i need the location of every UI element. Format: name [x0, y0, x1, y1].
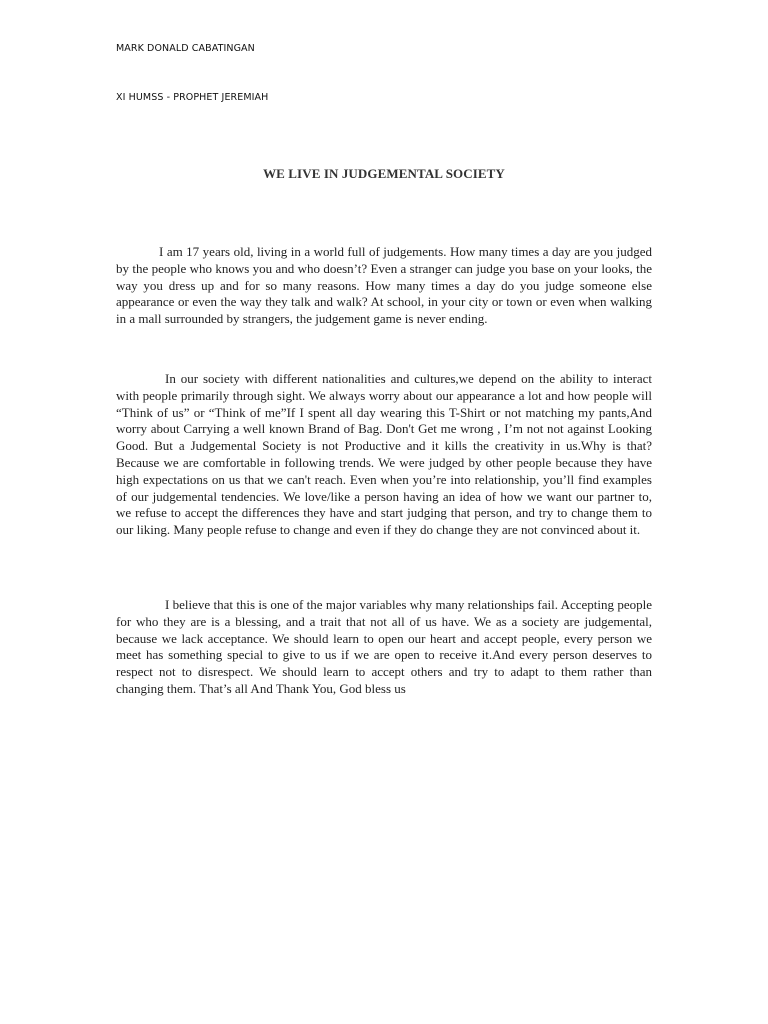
- essay-paragraph-3: I believe that this is one of the major variables why many relationships fail. Accepting people for who they are is a blessing, and a trait that not all of us have. We as a society are judgemental, because we lack acceptance. We should learn to open our heart and accept people, every person we meet has something special to give to us if we are open to receive it.And every person deserves to respect not to disrespect. We should learn to accept others and try to adapt to them rather than changing them. That’s all And Thank You, God bless us: [116, 597, 652, 696]
- author-name: MARK DONALD CABATINGAN: [116, 43, 255, 54]
- class-section: XI HUMSS - PROPHET JEREMIAH: [116, 92, 269, 103]
- essay-paragraph-2: In our society with different nationalities and cultures,we depend on the ability to interact with people primarily through sight. We always worry about our appearance a lot and how people will “Think of us” or “Think of me”If I spent all day wearing this T-Shirt or not matching my pants,And worry about Carrying a well known Brand of Bag. Don't Get me wrong , I’m not not against Looking Good. But a Judgemental Society is not Productive and it kills the creativity in us.Why is that? Because we are comfortable in following trends. We were judged by other people because they have high expectations on us that we can't reach. Even when you’re into relationship, you’ll find examples of our judgemental tendencies. We love/like a person having an idea of how we want our partner to, we refuse to accept the differences they have and start judging that person, and try to change them to our liking. Many people refuse to change and even if they do change they are not convinced about it.: [116, 371, 652, 538]
- essay-paragraph-1: I am 17 years old, living in a world full of judgements. How many times a day are you judged by the people who knows you and who doesn’t? Even a stranger can judge you base on your looks, the way you dress up and for so many reasons. How many times a day do you judge someone else appearance or even the way they talk and walk? At school, in your city or town or even when walking in a mall surrounded by strangers, the judgement game is never ending.: [116, 244, 652, 327]
- essay-title: WE LIVE IN JUDGEMENTAL SOCIETY: [263, 166, 505, 181]
